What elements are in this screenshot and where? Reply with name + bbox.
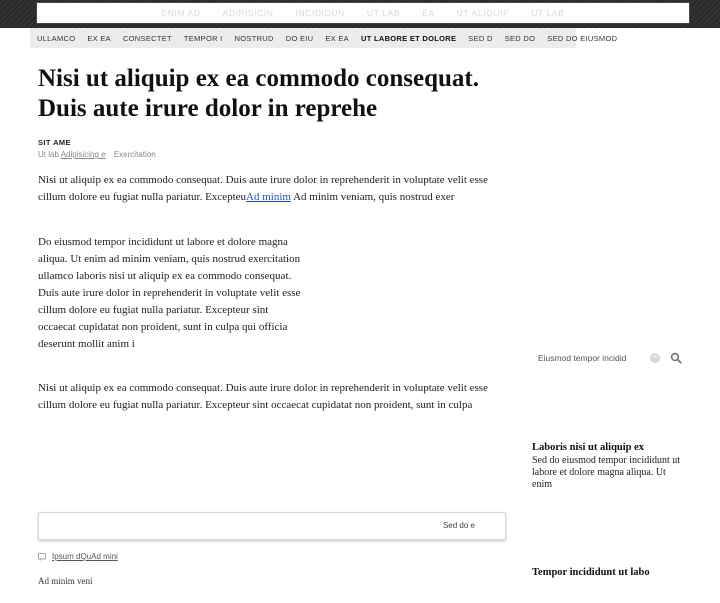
category-nav-item[interactable]: UT LABORE ET DOLORE [360, 33, 457, 43]
article-paragraph-1 [38, 172, 498, 206]
category-nav [30, 28, 618, 48]
clear-icon[interactable]: × [650, 353, 660, 363]
comment-icon [38, 553, 46, 561]
top-nav [36, 2, 690, 24]
article-paragraph-2: Do eiusmod tempor incididunt ut labore et dolore magna aliqua. Ut enim ad minim veniam, quis nostrud exercitation ullamco laboris nisi ut aliquip ex ea commodo consequat. Duis aute irure dolor in reprehenderit in voluptate velit esse cillum dolore eu fugiat nulla pariatur. Excepteur sint occaecat cupidatat non proident, sunt in culpa qui officia deserunt mollit anim i [38, 236, 301, 350]
article-meta [38, 150, 156, 159]
category-nav-item[interactable]: NOSTRUD [234, 33, 274, 43]
search-box [532, 350, 682, 366]
article-title: Nisi ut aliquip ex ea commodo consequat. Duis aute irure dolor in reprehe [38, 65, 480, 122]
category-nav-item[interactable]: SED DO EIUSMOD [547, 33, 618, 43]
search-input[interactable] [538, 353, 642, 363]
category-nav-item[interactable]: SED DO [504, 33, 536, 43]
category-nav-item[interactable]: CONSECTET [122, 33, 172, 43]
share-link-a[interactable]: Ipsum dQu [52, 552, 92, 561]
share-link-b[interactable]: Ad mini [91, 552, 118, 561]
category-nav-item[interactable]: SED D [468, 33, 493, 43]
top-nav-item[interactable]: UT LAB [531, 8, 565, 18]
category-nav-item[interactable]: TEMPOR I [183, 33, 223, 43]
meta-prefix: Ut lab [38, 150, 59, 159]
top-nav-item[interactable]: INCIDIDUN [295, 8, 345, 18]
inline-link[interactable]: Ad minim [246, 191, 291, 203]
footnote-text: Ad minim veni [38, 576, 93, 586]
category-nav-item[interactable]: EX EA [325, 33, 349, 43]
share-line [38, 552, 118, 561]
top-nav-item[interactable]: ADIPISICIN [222, 8, 274, 18]
category-nav-item[interactable]: ULLAMCO [37, 33, 76, 43]
category-nav-item[interactable]: EX EA [87, 33, 111, 43]
search-icon[interactable] [670, 352, 682, 364]
paragraph-1-text: Nisi ut aliquip ex ea commodo consequat. Duis aute irure dolor in reprehenderit in voluptate velit esse cillum dolore eu fugiat nulla pariatur. Excepteu [38, 174, 488, 203]
sidebar-widget-title: Laboris nisi ut aliquip ex [532, 442, 645, 453]
top-nav-item[interactable]: EA [422, 8, 435, 18]
meta-link[interactable]: Adipisicing e [60, 150, 106, 159]
top-nav-item[interactable]: ENIM AD [161, 8, 201, 18]
top-nav-item[interactable]: UT ALIQUIP [456, 8, 510, 18]
meta-category: Exercitation [113, 150, 156, 159]
top-bar [0, 0, 720, 28]
category-nav-item[interactable]: DO EIU [285, 33, 314, 43]
top-nav-item[interactable]: UT LAB [366, 8, 401, 18]
comment-box[interactable] [38, 512, 506, 540]
sidebar-widget-title-2: Tempor incididunt ut labo [532, 567, 650, 578]
comment-submit-button[interactable]: Sed do e [442, 521, 475, 530]
author-name: SIT AME [38, 138, 71, 147]
sidebar-widget-text: Sed do eiusmod tempor incididunt ut labore et dolore magna aliqua. Ut enim [532, 455, 681, 490]
paragraph-1-tail: Ad minim veniam, quis nostrud exer [290, 191, 455, 203]
article-paragraph-3: Nisi ut aliquip ex ea commodo consequat. Duis aute irure dolor in reprehenderit in voluptate velit esse cillum dolore eu fugiat nulla pariatur. Excepteur sint occaecat cupidatat non proident, sunt in culpa [38, 382, 488, 411]
